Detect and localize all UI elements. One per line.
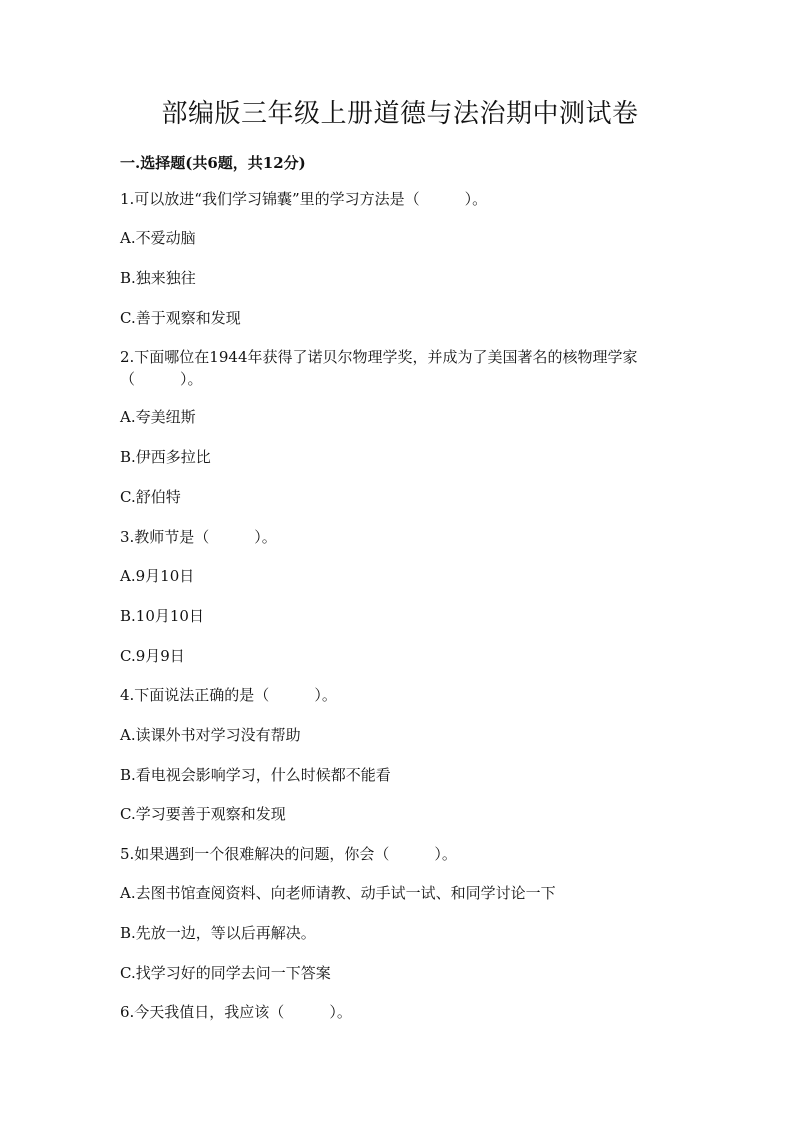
- question-2-option-b: B.伊西多拉比: [120, 448, 211, 466]
- section-heading: 一.选择题(共6题，共12分): [120, 154, 306, 172]
- question-2-stem-line1: 2.下面哪位在1944年获得了诺贝尔物理学奖，并成为了美国著名的核物理学家: [120, 348, 638, 366]
- question-1-option-b: B.独来独往: [120, 269, 196, 287]
- page-title: 部编版三年级上册道德与法治期中测试卷: [161, 99, 639, 129]
- question-1-stem: 1.可以放进“我们学习锦囊”里的学习方法是（ ）。: [120, 190, 488, 208]
- question-3-stem: 3.教师节是（ ）。: [120, 528, 277, 546]
- question-5-option-a: A.去图书馆查阅资料、向老师请教、动手试一试、和同学讨论一下: [120, 884, 556, 902]
- question-2-option-c: C.舒伯特: [120, 488, 181, 506]
- question-5-option-c: C.找学习好的同学去问一下答案: [120, 964, 331, 982]
- question-4-option-b: B.看电视会影响学习，什么时候都不能看: [120, 766, 391, 784]
- question-3-option-b: B.10月10日: [120, 607, 204, 625]
- question-5-option-b: B.先放一边，等以后再解决。: [120, 924, 316, 942]
- question-2-option-a: A.夸美纽斯: [120, 408, 196, 426]
- question-4-stem: 4.下面说法正确的是（ ）。: [120, 686, 337, 704]
- question-1-option-c: C.善于观察和发现: [120, 309, 241, 327]
- question-4-option-c: C.学习要善于观察和发现: [120, 805, 286, 823]
- question-6-stem: 6.今天我值日，我应该（ ）。: [120, 1003, 352, 1021]
- question-3-option-a: A.9月10日: [120, 567, 195, 585]
- question-3-option-c: C.9月9日: [120, 647, 185, 665]
- question-1-option-a: A.不爱动脑: [120, 229, 196, 247]
- question-2-stem-line2: （ ）。: [120, 370, 203, 388]
- question-5-stem: 5.如果遇到一个很难解决的问题，你会（ ）。: [120, 845, 457, 863]
- question-4-option-a: A.读课外书对学习没有帮助: [120, 726, 301, 744]
